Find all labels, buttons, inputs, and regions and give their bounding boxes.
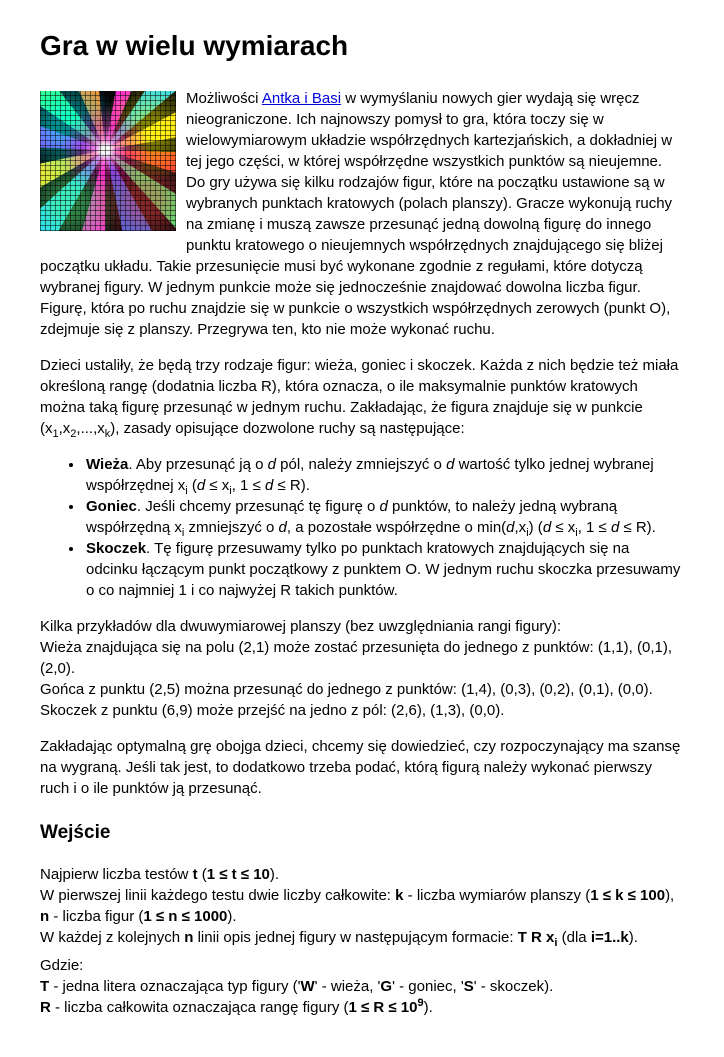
input-format-paragraph [40,864,684,948]
text-segment: , 1 ≤ [577,519,611,536]
text-segment: d [267,456,276,473]
text-segment: ,x [58,420,71,437]
text-segment: zmniejszyć o [184,519,279,536]
text-segment: - liczba figur ( [49,908,144,925]
text-segment: - jedna litera oznaczająca typ figury (' [49,978,301,995]
text-segment: pól, należy zmniejszyć o [275,456,447,473]
text-segment: i [181,527,185,539]
text-segment: . Jeśli chcemy przesunąć tę figurę o [136,498,380,515]
fractal-illustration-image [40,91,176,231]
text-segment: wartość tylko jednej wybranej współrzędnej x [86,456,654,494]
text-segment: Gdzie: [40,957,84,974]
text-segment: Skoczek [86,540,147,557]
input-section-heading: Wejście [40,822,111,843]
text-segment: . Aby przesunąć ją o [128,456,268,473]
rook-rule-item [84,454,684,496]
bishop-rule-item [84,496,684,538]
text-segment: w wymyślaniu nowych gier wydają się wręcz nieograniczone. Ich najnowszy pomysł to gra, która toczy się w wielowymiarowym układzie współrzędnych kartezjańskich, a dokładniej w tej jego części, w której współrzędne wszystkich punktów są nieujemne. Do gry używa się kilku rodzajów figur, które na początku ustawione są w wybranych punktach kratowych (polach planszy). Gracze wykonują ruchy na zmianę i muszą zawsze przesunąć jedną dowolną figurę do innego punktu kratowego o nieujemnych współrzędnych znajdującego się bliżej początku układu. Takie przesunięcie musi być wykonane zgodnie z regułami, które dotyczą wybranej figury. W jednym punkcie może się jednocześnie znajdować dowolna liczba figur. Figurę, która po ruchu znajdzie się w punkcie o wszystkich współrzędnych zerowych (punkt O), zdejmuje się z planszy. Przegrywa ten, kto nie może wykonać ruchu. [40,90,673,338]
text-segment: ,...,x [76,420,105,437]
text-segment: i [185,485,188,497]
text-segment: Dzieci ustaliły, że będą trzy rodzaje figur: wieża, goniec i skoczek. Każda z nich będzie też miała określoną rangę (dodatnia liczba R), która oznacza, o ile maksymalnie punktów kratowych można taką figurę przesunąć w jednym ruchu. Zakładając, że figura znajduje się w punkcie (x [40,357,679,437]
text-segment: ' - wieża, ' [314,978,381,995]
text-segment: Goniec [86,498,137,515]
examples-paragraph [40,616,684,721]
text-segment: R [40,999,51,1016]
text-segment: Kilka przykładów dla dwuwymiarowej planszy (bez uwzględniania rangi figury): [40,618,562,635]
text-segment: d [542,519,552,536]
text-segment: Najpierw liczba testów [40,866,193,883]
knight-rule-item [84,538,684,601]
text-segment: k [104,428,111,440]
text-segment: 1 ≤ t ≤ 10 [206,866,270,883]
text-segment: Skoczek z punktu (6,9) może przejść na jedno z pól: (2,6), (1,3), (0,0). [40,702,505,719]
text-segment: (dla [557,929,591,946]
text-segment: ( [197,866,207,883]
text-segment: W pierwszej linii każdego testu dwie liczby całkowite: [40,887,396,904]
text-segment: 2 [70,428,77,440]
text-segment: i [575,527,578,539]
text-segment: Wieża [86,456,129,473]
text-segment: d [379,498,388,515]
text-segment: ' - skoczek). [473,978,554,995]
text-segment: ). [423,999,433,1016]
text-segment: d [506,519,515,536]
text-segment: ), zasady opisujące dozwolone ruchy są następujące: [110,420,465,437]
text-segment: T R x [517,929,555,946]
text-segment: d [610,519,620,536]
text-segment: ≤ x [205,477,230,494]
text-segment: ), [665,887,675,904]
text-segment: punktów, to należy jedną wybraną współrzędną x [86,498,618,536]
text-segment: - liczba całkowita oznaczająca rangę figury ( [50,999,349,1016]
text-segment: S [463,978,474,995]
text-segment: ( [187,477,197,494]
text-segment: . Tę figurę przesuwamy tylko po punktach kratowych znajdujących się na odcinku łączącym punkt początkowy z punktem O. W jednym ruchu skoczka przesuwamy o co najmniej 1 i co najwyżej R takich punktów. [86,540,681,599]
text-segment: ) ( [528,519,543,536]
text-segment: ). [269,866,280,883]
input-legend-paragraph [40,955,684,1018]
text-segment: Możliwości [186,90,262,107]
antka-i-basi-link[interactable]: Antka i Basi [261,90,342,107]
text-segment: 1 ≤ R ≤ 10 [348,999,418,1016]
text-segment: 1 ≤ n ≤ 1000 [143,908,228,925]
text-segment: ). [628,929,638,946]
text-segment: d [264,477,274,494]
text-segment: Wieża znajdująca się na polu (2,1) może zostać przesunięta do jednego z punktów: (1,1), (0,1), (2,0). [40,639,673,677]
text-segment: 1 [52,428,59,440]
text-segment: i [526,527,529,539]
text-segment: n [40,908,50,925]
figure-rules-list [40,454,684,601]
figure-rules-intro-paragraph [40,355,684,439]
text-segment: W [300,978,315,995]
text-segment: ≤ x [551,519,576,536]
text-segment: ). [227,908,237,925]
text-segment: ,x [514,519,527,536]
text-segment: 9 [417,997,424,1009]
text-segment: i [229,485,232,497]
text-segment: , 1 ≤ [231,477,265,494]
optimal-play-paragraph [40,736,684,799]
text-segment: k [395,887,404,904]
text-segment: t [192,866,198,883]
page-title: Gra w wielu wymiarach [40,30,349,61]
text-segment: ' - goniec, ' [392,978,464,995]
text-segment: W każdej z kolejnych [40,929,185,946]
text-segment: 1 ≤ k ≤ 100 [590,887,666,904]
text-segment: Gońca z punktu (2,5) można przesunąć do jednego z punktów: (1,4), (0,3), (0,2), (0,1), (0,0). [40,681,653,698]
text-segment: d [278,519,287,536]
text-segment: ≤ R). [273,477,310,494]
text-segment: i=1..k [590,929,629,946]
text-segment: , a pozostałe współrzędne o min( [286,519,507,536]
text-segment: T [40,978,50,995]
text-segment: - liczba wymiarów planszy ( [403,887,591,904]
text-segment: ≤ R). [619,519,656,536]
text-segment: d [196,477,206,494]
text-segment: n [184,929,194,946]
text-segment: i [554,937,558,949]
text-segment: G [380,978,393,995]
text-segment: linii opis jednej figury w następującym formacie: [193,929,518,946]
text-segment: d [446,456,455,473]
text-segment: Zakładając optymalną grę obojga dzieci, chcemy się dowiedzieć, czy rozpoczynający ma szansę na wygraną. Jeśli tak jest, to dodatkowo trzeba podać, którą figurą należy wykonać pierwszy ruch i o ile punktów ją przesunąć. [40,738,681,797]
